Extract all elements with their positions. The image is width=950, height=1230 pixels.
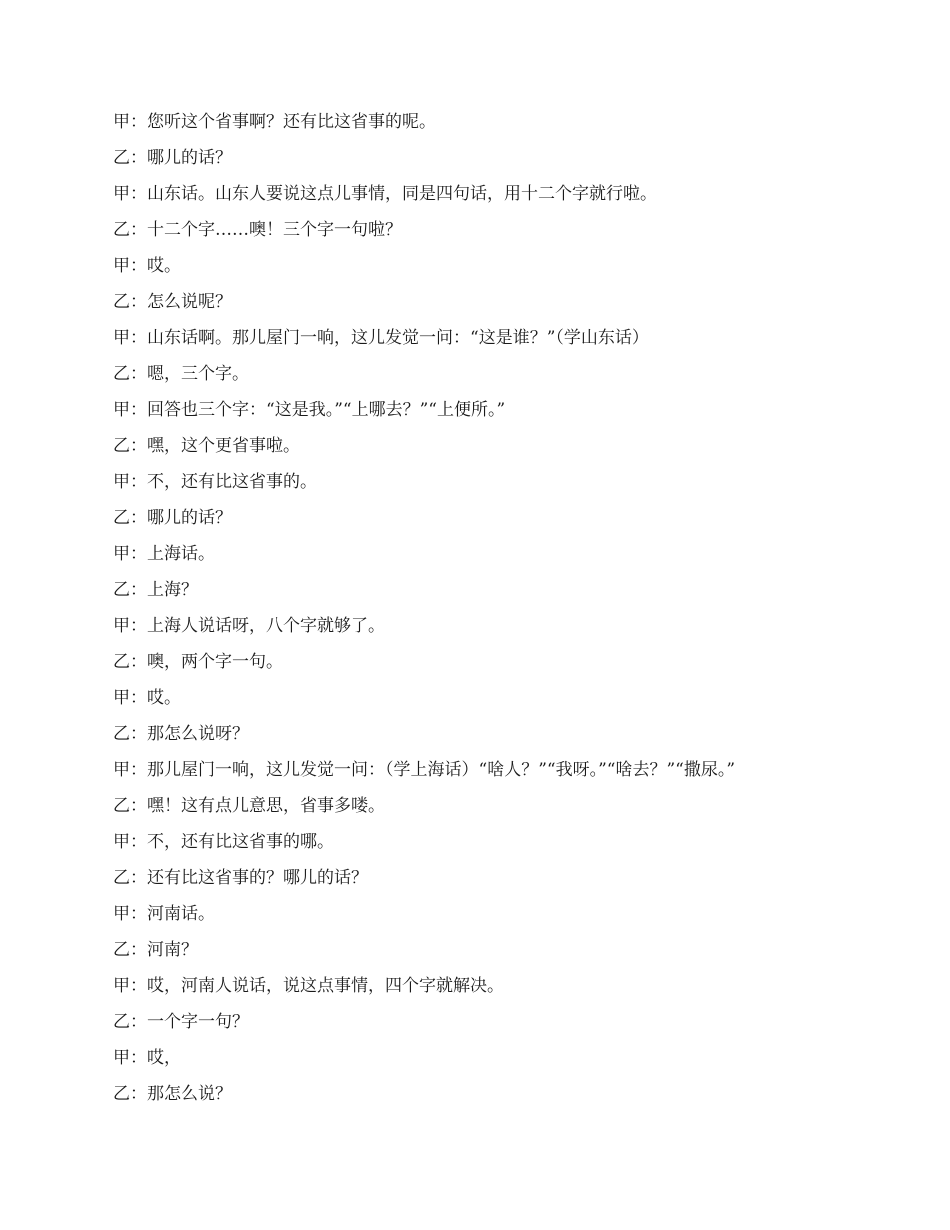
speaker-separator: ： [130, 796, 147, 816]
line-text: 上海人说话呀，八个字就够了。 [147, 616, 385, 636]
speaker-label: 乙 [113, 508, 130, 528]
speaker-separator: ： [130, 904, 147, 924]
line-text: 您听这个省事啊？还有比这省事的呢。 [147, 112, 436, 132]
speaker-separator: ： [130, 688, 147, 708]
speaker-label: 乙 [113, 940, 130, 960]
dialogue-line [113, 470, 873, 506]
speaker-label: 甲 [113, 616, 130, 636]
dialogue-line [113, 866, 873, 902]
speaker-separator: ： [130, 724, 147, 744]
speaker-separator: ： [130, 472, 147, 492]
dialogue-line [113, 794, 873, 830]
line-text: 哎，河南人说话，说这点事情，四个字就解决。 [147, 976, 504, 996]
speaker-separator: ： [130, 580, 147, 600]
dialogue-line [113, 1010, 873, 1046]
speaker-separator: ： [130, 652, 147, 672]
dialogue-line [113, 578, 873, 614]
line-text: 不，还有比这省事的。 [147, 472, 317, 492]
speaker-label: 乙 [113, 436, 130, 456]
speaker-separator: ： [130, 976, 147, 996]
line-text: 噢，两个字一句。 [147, 652, 283, 672]
speaker-separator: ： [130, 1012, 147, 1032]
speaker-label: 甲 [113, 256, 130, 276]
line-text: 上海？ [147, 580, 198, 600]
line-text: 一个字一句？ [147, 1012, 249, 1032]
line-text: 怎么说呢？ [147, 292, 232, 312]
line-text: 哎， [147, 1048, 181, 1068]
speaker-separator: ： [130, 436, 147, 456]
speaker-label: 乙 [113, 220, 130, 240]
dialogue-line [113, 290, 873, 326]
dialogue-list [113, 110, 873, 1118]
speaker-label: 乙 [113, 292, 130, 312]
dialogue-line [113, 182, 873, 218]
dialogue-line [113, 146, 873, 182]
dialogue-line [113, 218, 873, 254]
speaker-separator: ： [130, 148, 147, 168]
line-text: 哎。 [147, 256, 181, 276]
line-text: 上海话。 [147, 544, 215, 564]
dialogue-line [113, 1046, 873, 1082]
speaker-label: 甲 [113, 832, 130, 852]
dialogue-line [113, 722, 873, 758]
speaker-separator: ： [130, 184, 147, 204]
speaker-label: 乙 [113, 796, 130, 816]
speaker-label: 甲 [113, 472, 130, 492]
line-text: 嗯，三个字。 [147, 364, 249, 384]
speaker-separator: ： [130, 112, 147, 132]
speaker-label: 乙 [113, 1012, 130, 1032]
speaker-label: 甲 [113, 904, 130, 924]
dialogue-line [113, 758, 873, 794]
speaker-label: 乙 [113, 868, 130, 888]
dialogue-line [113, 362, 873, 398]
dialogue-line [113, 830, 873, 866]
speaker-separator: ： [130, 400, 147, 420]
line-text: 山东话。山东人要说这点儿事情，同是四句话，用十二个字就行啦。 [147, 184, 657, 204]
speaker-separator: ： [130, 940, 147, 960]
speaker-label: 甲 [113, 544, 130, 564]
dialogue-line [113, 254, 873, 290]
speaker-label: 乙 [113, 724, 130, 744]
line-text: 哎。 [147, 688, 181, 708]
line-text: 哪儿的话？ [147, 148, 232, 168]
dialogue-line [113, 434, 873, 470]
speaker-separator: ： [130, 364, 147, 384]
speaker-label: 乙 [113, 652, 130, 672]
speaker-label: 乙 [113, 148, 130, 168]
line-text: 还有比这省事的？哪儿的话？ [147, 868, 368, 888]
speaker-label: 乙 [113, 580, 130, 600]
speaker-label: 甲 [113, 760, 130, 780]
speaker-separator: ： [130, 220, 147, 240]
speaker-separator: ： [130, 1048, 147, 1068]
dialogue-line [113, 902, 873, 938]
speaker-label: 乙 [113, 364, 130, 384]
speaker-separator: ： [130, 292, 147, 312]
dialogue-line [113, 398, 873, 434]
speaker-label: 甲 [113, 1048, 130, 1068]
speaker-separator: ： [130, 616, 147, 636]
speaker-label: 乙 [113, 1084, 130, 1104]
dialogue-line [113, 110, 873, 146]
dialogue-line [113, 686, 873, 722]
dialogue-line [113, 974, 873, 1010]
speaker-separator: ： [130, 508, 147, 528]
speaker-label: 甲 [113, 328, 130, 348]
speaker-separator: ： [130, 544, 147, 564]
line-text: 那怎么说？ [147, 1084, 232, 1104]
speaker-separator: ： [130, 760, 147, 780]
line-text: 回答也三个字：“这是我。”“上哪去？”“上便所。” [147, 400, 506, 420]
dialogue-line [113, 1082, 873, 1118]
speaker-label: 甲 [113, 976, 130, 996]
speaker-separator: ： [130, 868, 147, 888]
line-text: 十二个字……噢！三个字一句啦？ [147, 220, 402, 240]
line-text: 嘿！这有点儿意思，省事多喽。 [147, 796, 385, 816]
line-text: 山东话啊。那儿屋门一响，这儿发觉一问：“这是谁？”（学山东话） [147, 328, 649, 348]
speaker-separator: ： [130, 832, 147, 852]
line-text: 嘿，这个更省事啦。 [147, 436, 300, 456]
line-text: 那怎么说呀？ [147, 724, 249, 744]
speaker-separator: ： [130, 1084, 147, 1104]
dialogue-line [113, 614, 873, 650]
line-text: 河南？ [147, 940, 198, 960]
speaker-separator: ： [130, 256, 147, 276]
speaker-label: 甲 [113, 112, 130, 132]
line-text: 不，还有比这省事的哪。 [147, 832, 334, 852]
dialogue-line [113, 326, 873, 362]
line-text: 哪儿的话？ [147, 508, 232, 528]
dialogue-line [113, 506, 873, 542]
speaker-separator: ： [130, 328, 147, 348]
speaker-label: 甲 [113, 400, 130, 420]
dialogue-line [113, 542, 873, 578]
speaker-label: 甲 [113, 688, 130, 708]
line-text: 河南话。 [147, 904, 215, 924]
dialogue-line [113, 938, 873, 974]
dialogue-line [113, 650, 873, 686]
line-text: 那儿屋门一响，这儿发觉一问：（学上海话）“啥人？”“我呀。”“啥去？”“撒尿。” [147, 760, 736, 780]
speaker-label: 甲 [113, 184, 130, 204]
